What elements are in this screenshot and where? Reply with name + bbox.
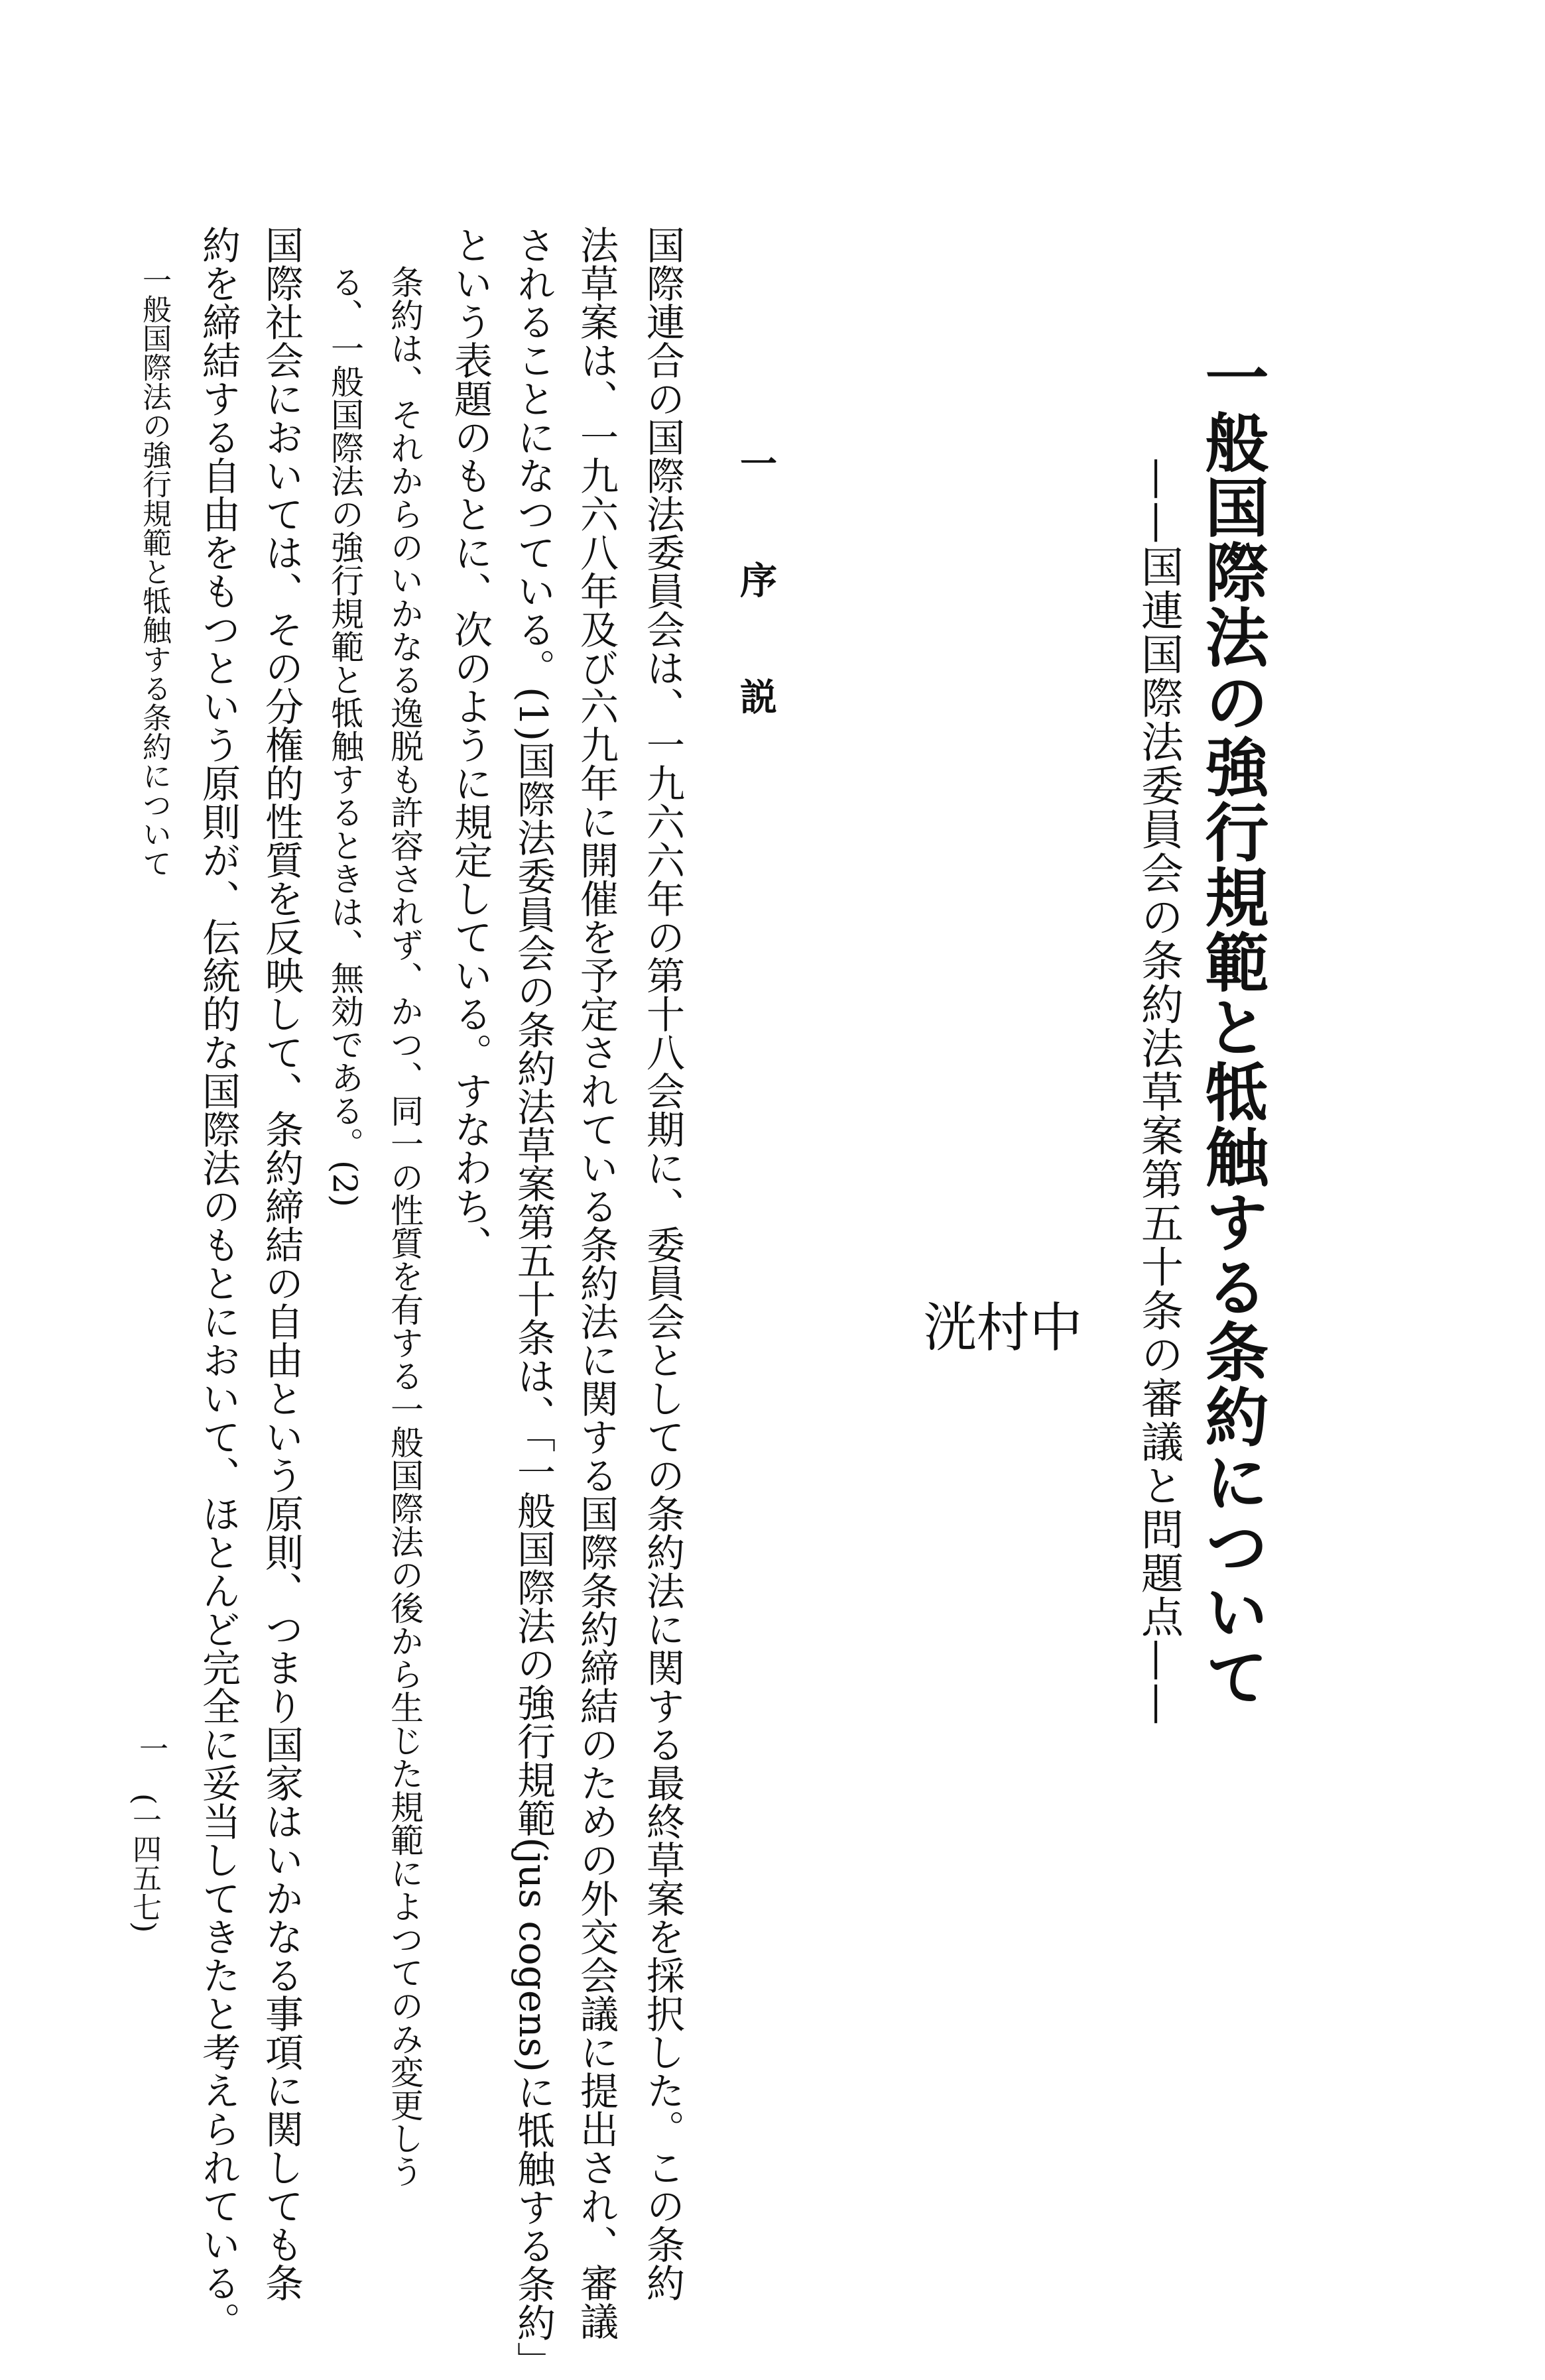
body-line-1: 国際連合の国際法委員会は、一九六六年の第十八会期に、委員会としての条約法に関する最終草案を採択した。この条約 [640, 225, 685, 2302]
article-subtitle: ——国連国際法委員会の条約法草案第五十条の審議と問題点—— [1134, 457, 1183, 1726]
body-line-4: という表題のもとに、次のように規定している。すなわち、 [448, 225, 493, 1264]
author-char-1: 中 [1020, 1299, 1082, 1352]
quote-line-2: る、一般国際法の強行規範と牴触するときは、無効である。(2) [326, 265, 364, 1207]
running-head: 一般国際法の強行規範と牴触する条約について [137, 265, 171, 878]
body-line-2: 法草案は、一九六八年及び六九年に開催を予定されている条約法に関する国際条約締結のための外交会議に提出され、審議 [574, 225, 619, 2340]
article-title: 一般国際法の強行規範と牴触する条約について [1195, 345, 1270, 1709]
author-char-3: 洸 [914, 1299, 976, 1352]
author-name [914, 1299, 1082, 1598]
body-line-3: されることになつている。(1)国際法委員会の条約法草案第五十条は、「一般国際法の強行規範(jus cogens)に牴触する条約」 [511, 225, 556, 2380]
section-heading: 一序説 [734, 444, 778, 794]
quote-line-1: 条約は、それからのいかなる逸脱も許容されず、かつ、同一の性質を有する一般国際法の後から生じた規範によつてのみ変更しう [385, 265, 424, 2188]
body-line-5: 国際社会においては、その分権的性質を反映して、条約締結の自由という原則、つまり国家はいかなる事項に関しても条 [259, 225, 304, 2302]
author-char-2: 村 [967, 1299, 1029, 1352]
body-line-6: 約を締結する自由をもつという原則が、伝統的な国際法のもとにおいて、ほとんど完全に妥当してきたと考えられている。 [196, 225, 241, 2340]
page-number-top: 一 [134, 1734, 168, 1763]
page-number: (一四五七) [127, 1793, 161, 1933]
